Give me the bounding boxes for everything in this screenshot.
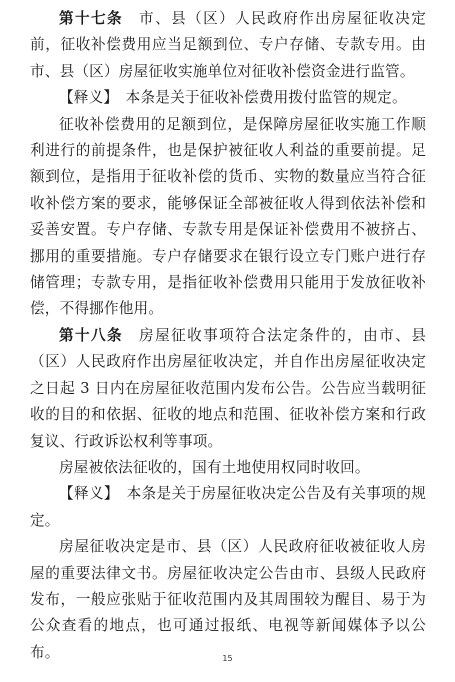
article-18-paragraph: [30, 323, 426, 455]
article-17-heading: 第十七条: [59, 10, 124, 27]
article-17-paragraph: [30, 6, 426, 85]
page-number: 15: [222, 654, 233, 663]
article-18-text: 房屋征收事项符合法定条件的，由市、县（区）人民政府作出房屋征收决定，并自作出房屋征收决定之日起 3 日内在房屋征收范围内发布公告。公告应当载明征收的目的和依据、征收的地点和范围、征收补偿方案和行政复议、行政诉讼权利等事项。: [30, 326, 426, 450]
article-18-land-clause: 房屋被依法征收的，国有土地使用权同时收回。: [59, 458, 370, 476]
interpretation-18-text: 本条是关于房屋征收决定公告及有关事项的规定。: [30, 485, 426, 529]
interpretation-18-paragraph: [30, 481, 426, 534]
document-page: [30, 6, 426, 666]
article-17-text: 市、县（区）人民政府作出房屋征收决定前，征收补偿费用应当足额到位、专户存储、专款专用。由市、县（区）房屋征收实施单位对征收补偿资金进行监管。: [30, 10, 426, 80]
interpretation-17-label: 【释义】: [59, 89, 111, 107]
interpretation-17-paragraph: [30, 85, 426, 111]
interpretation-18-label: 【释义】: [59, 485, 112, 503]
article-18-heading: 第十八条: [59, 326, 124, 344]
interpretation-17-body: 征收补偿费用的足额到位，是保障房屋征收实施工作顺利进行的前提条件，也是保护被征收人利益的重要前提。足额到位，是指用于征收补偿的货币、实物的数量应当符合征收补偿方案的要求，能够保证全部被征收人得到依法补偿和妥善安置。专户存储、专款专用是保证补偿费用不被挤占、挪用的重要措施。专户存储要求在银行设立专门账户进行存储管理；专款专用，是指征收补偿费用只能用于发放征收补偿，不得挪作他用。: [30, 115, 426, 318]
interpretation-17-text: 本条是关于征收补偿费用拨付监管的规定。: [110, 89, 407, 107]
interpretation-18-body: 房屋征收决定是市、县（区）人民政府征收被征收人房屋的重要法律文书。房屋征收决定公告由市、县级人民政府发布，一般应张贴于征收范围内及其周围较为醒目、易于为公众查看的地点，也可通过报纸、电视等新闻媒体予以公布。: [30, 538, 426, 661]
